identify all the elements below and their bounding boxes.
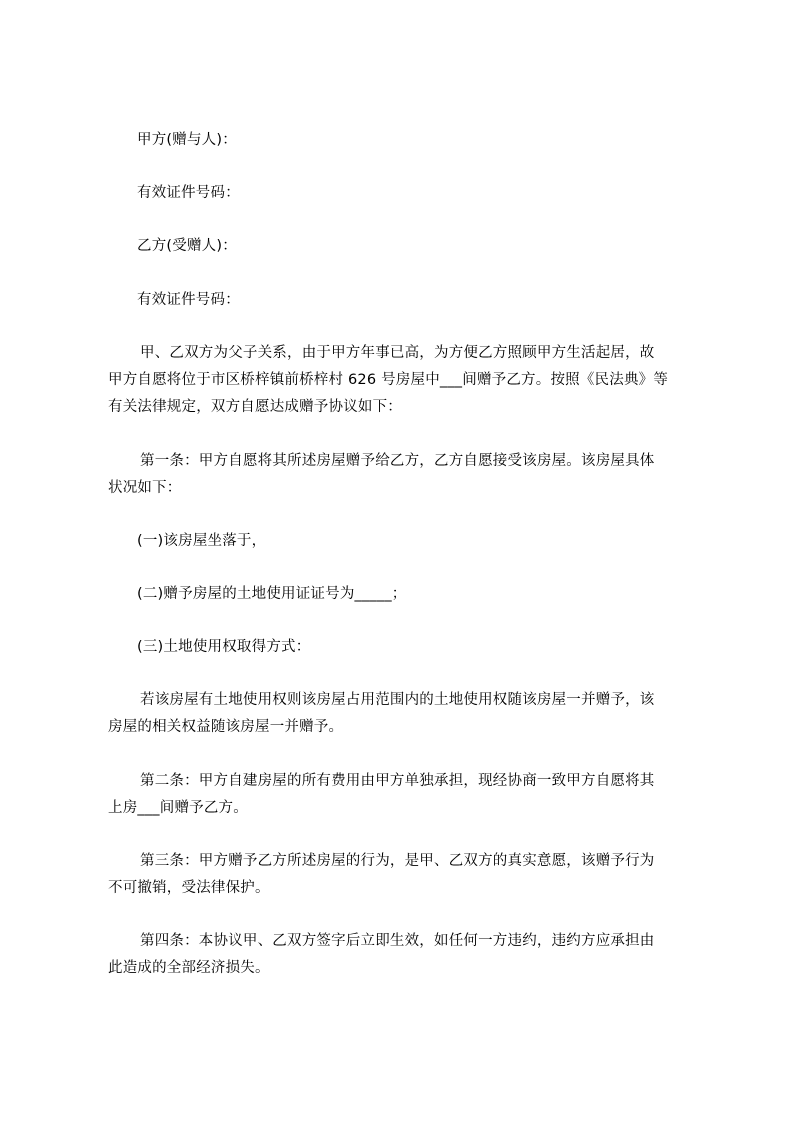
article-1-line-1: 第一条：甲方自愿将其所述房屋赠予给乙方，乙方自愿接受该房屋。该房屋具体	[140, 453, 655, 469]
party-a-id-label: 有效证件号码：	[137, 185, 240, 201]
preamble-line-1: 甲、乙双方为父子关系，由于甲方年事已高，为方便乙方照顾甲方生活起居，故	[140, 345, 655, 361]
land-clause-line-2: 房屋的相关权益随该房屋一并赠予。	[108, 719, 344, 735]
party-b-id-label: 有效证件号码：	[137, 292, 240, 308]
item-1: (一)该房屋坐落于，	[137, 533, 267, 549]
preamble-line-2: 甲方自愿将位于市区桥梓镇前桥梓村 626 号房屋中___间赠予乙方。按照《民法典》等	[108, 372, 669, 388]
article-3-line-2: 不可撤销，受法律保护。	[108, 880, 270, 896]
item-3: (三)土地使用权取得方式：	[137, 639, 311, 655]
article-1-line-2: 状况如下：	[108, 480, 182, 496]
article-3-line-1: 第三条：甲方赠予乙方所述房屋的行为，是甲、乙双方的真实意愿，该赠予行为	[140, 853, 655, 869]
item-2: (二)赠予房屋的土地使用证证号为_____；	[137, 586, 407, 602]
article-2-line-1: 第二条：甲方自建房屋的所有费用由甲方单独承担，现经协商一致甲方自愿将其	[140, 773, 655, 789]
land-clause-line-1: 若该房屋有土地使用权则该房屋占用范围内的土地使用权随该房屋一并赠予，该	[140, 692, 655, 708]
party-a-label: 甲方(赠与人)：	[137, 132, 237, 148]
article-4-line-2: 此造成的全部经济损失。	[108, 960, 270, 976]
party-b-label: 乙方(受赠人)：	[137, 238, 237, 254]
article-4-line-1: 第四条：本协议甲、乙双方签字后立即生效，如任何一方违约，违约方应承担由	[140, 933, 655, 949]
article-2-line-2: 上房___间赠予乙方。	[108, 800, 248, 816]
preamble-line-3: 有关法律规定，双方自愿达成赠予协议如下：	[108, 399, 402, 415]
